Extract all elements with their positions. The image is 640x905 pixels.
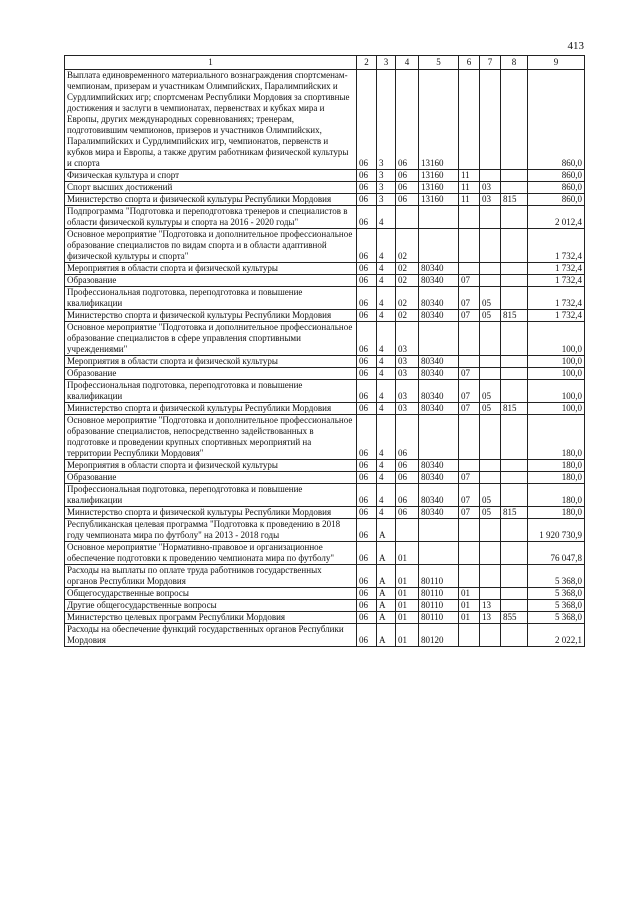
code-cell-3: 4 bbox=[377, 356, 396, 368]
item-name-cell: Образование bbox=[65, 275, 357, 287]
table-row bbox=[65, 624, 585, 647]
code-cell-8 bbox=[501, 287, 528, 310]
code-cell-7 bbox=[480, 263, 501, 275]
table-row bbox=[65, 460, 585, 472]
amount-cell: 1 732,4 bbox=[528, 263, 585, 275]
column-header: 1 bbox=[65, 56, 357, 70]
code-cell-2: 06 bbox=[357, 182, 377, 194]
code-cell-6: 07 bbox=[459, 507, 480, 519]
code-cell-8 bbox=[501, 600, 528, 612]
code-cell-7: 05 bbox=[480, 484, 501, 507]
code-cell-5: 80110 bbox=[419, 588, 459, 600]
code-cell-8 bbox=[501, 519, 528, 542]
code-cell-3: 3 bbox=[377, 170, 396, 182]
amount-cell: 860,0 bbox=[528, 170, 585, 182]
column-header: 5 bbox=[419, 56, 459, 70]
amount-cell: 100,0 bbox=[528, 380, 585, 403]
amount-cell: 1 732,4 bbox=[528, 229, 585, 263]
budget-table bbox=[64, 55, 585, 647]
code-cell-5: 80340 bbox=[419, 484, 459, 507]
code-cell-4: 03 bbox=[396, 356, 419, 368]
code-cell-8: 815 bbox=[501, 194, 528, 206]
table-row bbox=[65, 170, 585, 182]
code-cell-7 bbox=[480, 415, 501, 460]
code-cell-4 bbox=[396, 519, 419, 542]
code-cell-5: 80340 bbox=[419, 356, 459, 368]
code-cell-4: 02 bbox=[396, 229, 419, 263]
code-cell-7 bbox=[480, 460, 501, 472]
code-cell-8: 855 bbox=[501, 612, 528, 624]
amount-cell: 180,0 bbox=[528, 484, 585, 507]
page-number: 413 bbox=[567, 40, 584, 52]
code-cell-8 bbox=[501, 624, 528, 647]
code-cell-2: 06 bbox=[357, 275, 377, 287]
code-cell-6: 07 bbox=[459, 472, 480, 484]
item-name-cell: Расходы на обеспечение функций государственных органов Республики Мордовия bbox=[65, 624, 357, 647]
code-cell-4: 02 bbox=[396, 287, 419, 310]
code-cell-4: 06 bbox=[396, 70, 419, 170]
item-name-cell: Физическая культура и спорт bbox=[65, 170, 357, 182]
code-cell-2: 06 bbox=[357, 588, 377, 600]
column-header: 7 bbox=[480, 56, 501, 70]
item-name-cell: Профессиональная подготовка, переподготовка и повышение квалификации bbox=[65, 287, 357, 310]
code-cell-3: 4 bbox=[377, 484, 396, 507]
item-name-cell: Профессиональная подготовка, переподготовка и повышение квалификации bbox=[65, 484, 357, 507]
code-cell-7 bbox=[480, 275, 501, 287]
code-cell-6: 07 bbox=[459, 368, 480, 380]
code-cell-6: 01 bbox=[459, 600, 480, 612]
code-cell-5: 80340 bbox=[419, 310, 459, 322]
code-cell-5 bbox=[419, 415, 459, 460]
code-cell-7: 05 bbox=[480, 403, 501, 415]
item-name-cell: Министерство спорта и физической культуры Республики Мордовия bbox=[65, 310, 357, 322]
amount-cell: 860,0 bbox=[528, 182, 585, 194]
code-cell-3: А bbox=[377, 588, 396, 600]
code-cell-3: 4 bbox=[377, 229, 396, 263]
amount-cell: 100,0 bbox=[528, 368, 585, 380]
code-cell-4: 02 bbox=[396, 310, 419, 322]
amount-cell: 180,0 bbox=[528, 460, 585, 472]
code-cell-5: 80340 bbox=[419, 403, 459, 415]
code-cell-4: 06 bbox=[396, 472, 419, 484]
item-name-cell: Министерство спорта и физической культуры Республики Мордовия bbox=[65, 507, 357, 519]
table-row bbox=[65, 70, 585, 170]
table-row bbox=[65, 322, 585, 356]
column-header: 2 bbox=[357, 56, 377, 70]
code-cell-8 bbox=[501, 542, 528, 565]
code-cell-6 bbox=[459, 565, 480, 588]
code-cell-3: 4 bbox=[377, 403, 396, 415]
code-cell-3: 4 bbox=[377, 460, 396, 472]
code-cell-5: 80340 bbox=[419, 380, 459, 403]
table-body bbox=[65, 70, 585, 647]
code-cell-3: А bbox=[377, 600, 396, 612]
code-cell-6: 11 bbox=[459, 194, 480, 206]
code-cell-7: 05 bbox=[480, 310, 501, 322]
amount-cell: 2 022,1 bbox=[528, 624, 585, 647]
code-cell-8 bbox=[501, 170, 528, 182]
code-cell-2: 06 bbox=[357, 322, 377, 356]
code-cell-5: 13160 bbox=[419, 70, 459, 170]
code-cell-5 bbox=[419, 542, 459, 565]
code-cell-7: 13 bbox=[480, 612, 501, 624]
table-row bbox=[65, 415, 585, 460]
item-name-cell: Министерство спорта и физической культуры Республики Мордовия bbox=[65, 194, 357, 206]
code-cell-4: 06 bbox=[396, 194, 419, 206]
amount-cell: 5 368,0 bbox=[528, 565, 585, 588]
code-cell-5: 80340 bbox=[419, 275, 459, 287]
table-row bbox=[65, 588, 585, 600]
code-cell-5: 80120 bbox=[419, 624, 459, 647]
code-cell-5 bbox=[419, 322, 459, 356]
code-cell-3: 4 bbox=[377, 415, 396, 460]
amount-cell: 860,0 bbox=[528, 70, 585, 170]
code-cell-7: 03 bbox=[480, 182, 501, 194]
table-row bbox=[65, 472, 585, 484]
code-cell-5: 80340 bbox=[419, 263, 459, 275]
code-cell-2: 06 bbox=[357, 542, 377, 565]
code-cell-8 bbox=[501, 206, 528, 229]
code-cell-4: 01 bbox=[396, 612, 419, 624]
code-cell-7 bbox=[480, 206, 501, 229]
code-cell-2: 06 bbox=[357, 287, 377, 310]
item-name-cell: Другие общегосударственные вопросы bbox=[65, 600, 357, 612]
item-name-cell: Спорт высших достижений bbox=[65, 182, 357, 194]
code-cell-8 bbox=[501, 70, 528, 170]
code-cell-8 bbox=[501, 472, 528, 484]
amount-cell: 100,0 bbox=[528, 356, 585, 368]
code-cell-7 bbox=[480, 624, 501, 647]
code-cell-2: 06 bbox=[357, 460, 377, 472]
code-cell-6: 01 bbox=[459, 612, 480, 624]
code-cell-6: 07 bbox=[459, 484, 480, 507]
table-row bbox=[65, 519, 585, 542]
code-cell-2: 06 bbox=[357, 263, 377, 275]
table-row bbox=[65, 542, 585, 565]
code-cell-6: 07 bbox=[459, 287, 480, 310]
code-cell-5: 80340 bbox=[419, 368, 459, 380]
code-cell-7: 05 bbox=[480, 507, 501, 519]
code-cell-4: 06 bbox=[396, 507, 419, 519]
code-cell-7 bbox=[480, 356, 501, 368]
code-cell-3: 3 bbox=[377, 182, 396, 194]
code-cell-4: 06 bbox=[396, 484, 419, 507]
amount-cell: 1 732,4 bbox=[528, 287, 585, 310]
code-cell-7: 13 bbox=[480, 600, 501, 612]
amount-cell: 1 732,4 bbox=[528, 310, 585, 322]
table-row bbox=[65, 507, 585, 519]
code-cell-2: 06 bbox=[357, 229, 377, 263]
code-cell-7: 05 bbox=[480, 287, 501, 310]
code-cell-2: 06 bbox=[357, 368, 377, 380]
code-cell-4: 03 bbox=[396, 403, 419, 415]
code-cell-5: 13160 bbox=[419, 194, 459, 206]
code-cell-3: 4 bbox=[377, 263, 396, 275]
table-row bbox=[65, 565, 585, 588]
code-cell-4: 02 bbox=[396, 263, 419, 275]
amount-cell: 5 368,0 bbox=[528, 600, 585, 612]
item-name-cell: Образование bbox=[65, 472, 357, 484]
code-cell-6: 11 bbox=[459, 182, 480, 194]
table-row bbox=[65, 403, 585, 415]
code-cell-6 bbox=[459, 460, 480, 472]
code-cell-3: А bbox=[377, 612, 396, 624]
code-cell-7 bbox=[480, 542, 501, 565]
amount-cell: 860,0 bbox=[528, 194, 585, 206]
code-cell-5 bbox=[419, 519, 459, 542]
code-cell-5: 80110 bbox=[419, 612, 459, 624]
amount-cell: 100,0 bbox=[528, 322, 585, 356]
amount-cell: 2 012,4 bbox=[528, 206, 585, 229]
code-cell-8 bbox=[501, 380, 528, 403]
item-name-cell: Выплата единовременного материального вознаграждения спортсменам-чемпионам, призерам и участникам Олимпийских, Паралимпийских и Сурдлимпийских игр; спортсменам Республики Мордовия за спортивные достижения и заслуги в чемпионатах, первенствах и кубках мира и Европы, других международных соревнованиях; тренерам, подготовившим чемпионов, призеров и участников Олимпийских, Паралимпийских и Сурдлимпийских игр, чемпионатов, первенств и кубков мира и Европы, а также другим работникам физической культуры и спорта bbox=[65, 70, 357, 170]
code-cell-4: 01 bbox=[396, 542, 419, 565]
code-cell-3: 4 bbox=[377, 322, 396, 356]
table-row bbox=[65, 275, 585, 287]
code-cell-8 bbox=[501, 415, 528, 460]
code-cell-3: 4 bbox=[377, 368, 396, 380]
code-cell-2: 06 bbox=[357, 310, 377, 322]
code-cell-3: 4 bbox=[377, 275, 396, 287]
table-row bbox=[65, 229, 585, 263]
code-cell-7 bbox=[480, 70, 501, 170]
code-cell-6 bbox=[459, 624, 480, 647]
code-cell-6 bbox=[459, 206, 480, 229]
code-cell-8 bbox=[501, 322, 528, 356]
item-name-cell: Подпрограмма "Подготовка и переподготовка тренеров и специалистов в области физической культуры и спорта на 2016 - 2020 годы" bbox=[65, 206, 357, 229]
item-name-cell: Основное мероприятие "Подготовка и дополнительное профессиональное образование специалистов по видам спорта и в области адаптивной физической культуры и спорта" bbox=[65, 229, 357, 263]
code-cell-2: 06 bbox=[357, 565, 377, 588]
code-cell-6: 07 bbox=[459, 310, 480, 322]
code-cell-6: 07 bbox=[459, 275, 480, 287]
amount-cell: 100,0 bbox=[528, 403, 585, 415]
amount-cell: 5 368,0 bbox=[528, 612, 585, 624]
code-cell-8: 815 bbox=[501, 403, 528, 415]
code-cell-3: 3 bbox=[377, 70, 396, 170]
amount-cell: 76 047,8 bbox=[528, 542, 585, 565]
amount-cell: 1 920 730,9 bbox=[528, 519, 585, 542]
code-cell-4: 01 bbox=[396, 600, 419, 612]
code-cell-3: 4 bbox=[377, 287, 396, 310]
table-row bbox=[65, 356, 585, 368]
code-cell-8 bbox=[501, 588, 528, 600]
code-cell-3: А bbox=[377, 624, 396, 647]
code-cell-5: 80110 bbox=[419, 600, 459, 612]
code-cell-8 bbox=[501, 484, 528, 507]
code-cell-6 bbox=[459, 356, 480, 368]
code-cell-4: 02 bbox=[396, 275, 419, 287]
code-cell-2: 06 bbox=[357, 356, 377, 368]
code-cell-2: 06 bbox=[357, 170, 377, 182]
code-cell-5 bbox=[419, 206, 459, 229]
code-cell-7: 03 bbox=[480, 194, 501, 206]
amount-cell: 5 368,0 bbox=[528, 588, 585, 600]
code-cell-8 bbox=[501, 368, 528, 380]
item-name-cell: Профессиональная подготовка, переподготовка и повышение квалификации bbox=[65, 380, 357, 403]
code-cell-4 bbox=[396, 206, 419, 229]
column-header: 8 bbox=[501, 56, 528, 70]
code-cell-4: 06 bbox=[396, 182, 419, 194]
code-cell-4: 03 bbox=[396, 322, 419, 356]
table-row bbox=[65, 600, 585, 612]
code-cell-6 bbox=[459, 322, 480, 356]
item-name-cell: Образование bbox=[65, 368, 357, 380]
code-cell-2: 06 bbox=[357, 519, 377, 542]
column-header: 4 bbox=[396, 56, 419, 70]
code-cell-8 bbox=[501, 356, 528, 368]
code-cell-6: 01 bbox=[459, 588, 480, 600]
code-cell-7 bbox=[480, 565, 501, 588]
code-cell-2: 06 bbox=[357, 70, 377, 170]
code-cell-4: 03 bbox=[396, 380, 419, 403]
table-row bbox=[65, 484, 585, 507]
code-cell-7 bbox=[480, 322, 501, 356]
amount-cell: 180,0 bbox=[528, 472, 585, 484]
column-header: 3 bbox=[377, 56, 396, 70]
item-name-cell: Общегосударственные вопросы bbox=[65, 588, 357, 600]
table-row bbox=[65, 380, 585, 403]
code-cell-3: А bbox=[377, 565, 396, 588]
code-cell-4: 01 bbox=[396, 565, 419, 588]
item-name-cell: Расходы на выплаты по оплате труда работников государственных органов Республики Мордовия bbox=[65, 565, 357, 588]
code-cell-6: 07 bbox=[459, 403, 480, 415]
code-cell-3: 4 bbox=[377, 206, 396, 229]
code-cell-8 bbox=[501, 182, 528, 194]
code-cell-6 bbox=[459, 519, 480, 542]
table-row bbox=[65, 194, 585, 206]
item-name-cell: Мероприятия в области спорта и физической культуры bbox=[65, 356, 357, 368]
code-cell-2: 06 bbox=[357, 415, 377, 460]
item-name-cell: Мероприятия в области спорта и физической культуры bbox=[65, 460, 357, 472]
code-cell-3: А bbox=[377, 519, 396, 542]
code-cell-2: 06 bbox=[357, 612, 377, 624]
code-cell-6: 11 bbox=[459, 170, 480, 182]
table-row bbox=[65, 206, 585, 229]
code-cell-4: 06 bbox=[396, 460, 419, 472]
item-name-cell: Основное мероприятие "Нормативно-правовое и организационное обеспечение подготовки к проведению чемпионата мира по футболу" bbox=[65, 542, 357, 565]
code-cell-3: 4 bbox=[377, 310, 396, 322]
code-cell-2: 06 bbox=[357, 600, 377, 612]
code-cell-7 bbox=[480, 170, 501, 182]
code-cell-5: 80340 bbox=[419, 287, 459, 310]
table-row bbox=[65, 263, 585, 275]
code-cell-4: 06 bbox=[396, 415, 419, 460]
table-row bbox=[65, 368, 585, 380]
item-name-cell: Основное мероприятие "Подготовка и дополнительное профессиональное образование специалистов, непосредственно задействованных в подготовке и проведении крупных спортивных мероприятий на территории Республики Мордовия" bbox=[65, 415, 357, 460]
code-cell-3: 3 bbox=[377, 194, 396, 206]
code-cell-7 bbox=[480, 229, 501, 263]
code-cell-2: 06 bbox=[357, 624, 377, 647]
code-cell-8 bbox=[501, 565, 528, 588]
code-cell-7 bbox=[480, 368, 501, 380]
code-cell-2: 06 bbox=[357, 507, 377, 519]
code-cell-4: 03 bbox=[396, 368, 419, 380]
code-cell-6 bbox=[459, 70, 480, 170]
code-cell-3: 4 bbox=[377, 472, 396, 484]
code-cell-8: 815 bbox=[501, 507, 528, 519]
code-cell-5: 80340 bbox=[419, 507, 459, 519]
amount-cell: 180,0 bbox=[528, 415, 585, 460]
code-cell-5 bbox=[419, 229, 459, 263]
code-cell-7 bbox=[480, 519, 501, 542]
item-name-cell: Республиканская целевая программа "Подготовка к проведению в 2018 году чемпионата мира по футболу" на 2013 - 2018 годы bbox=[65, 519, 357, 542]
code-cell-3: А bbox=[377, 542, 396, 565]
code-cell-3: 4 bbox=[377, 380, 396, 403]
code-cell-3: 4 bbox=[377, 507, 396, 519]
item-name-cell: Основное мероприятие "Подготовка и дополнительное профессиональное образование специалистов в сфере управления спортивными учреждениями" bbox=[65, 322, 357, 356]
code-cell-2: 06 bbox=[357, 194, 377, 206]
code-cell-6 bbox=[459, 263, 480, 275]
code-cell-8 bbox=[501, 460, 528, 472]
code-cell-6 bbox=[459, 542, 480, 565]
code-cell-4: 06 bbox=[396, 170, 419, 182]
table-row bbox=[65, 287, 585, 310]
table-row bbox=[65, 182, 585, 194]
code-cell-6: 07 bbox=[459, 380, 480, 403]
table-header-row bbox=[65, 56, 585, 70]
code-cell-8: 815 bbox=[501, 310, 528, 322]
item-name-cell: Мероприятия в области спорта и физической культуры bbox=[65, 263, 357, 275]
column-header: 6 bbox=[459, 56, 480, 70]
amount-cell: 180,0 bbox=[528, 507, 585, 519]
column-header: 9 bbox=[528, 56, 585, 70]
code-cell-5: 80110 bbox=[419, 565, 459, 588]
amount-cell: 1 732,4 bbox=[528, 275, 585, 287]
code-cell-7 bbox=[480, 588, 501, 600]
item-name-cell: Министерство спорта и физической культуры Республики Мордовия bbox=[65, 403, 357, 415]
code-cell-2: 06 bbox=[357, 206, 377, 229]
code-cell-5: 80340 bbox=[419, 460, 459, 472]
code-cell-5: 13160 bbox=[419, 170, 459, 182]
code-cell-2: 06 bbox=[357, 380, 377, 403]
code-cell-6 bbox=[459, 229, 480, 263]
item-name-cell: Министерство целевых программ Республики Мордовия bbox=[65, 612, 357, 624]
code-cell-8 bbox=[501, 229, 528, 263]
code-cell-2: 06 bbox=[357, 472, 377, 484]
table-row bbox=[65, 612, 585, 624]
code-cell-4: 01 bbox=[396, 624, 419, 647]
code-cell-8 bbox=[501, 275, 528, 287]
code-cell-5: 13160 bbox=[419, 182, 459, 194]
code-cell-5: 80340 bbox=[419, 472, 459, 484]
code-cell-7: 05 bbox=[480, 380, 501, 403]
code-cell-8 bbox=[501, 263, 528, 275]
code-cell-4: 01 bbox=[396, 588, 419, 600]
code-cell-6 bbox=[459, 415, 480, 460]
code-cell-2: 06 bbox=[357, 484, 377, 507]
code-cell-7 bbox=[480, 472, 501, 484]
code-cell-2: 06 bbox=[357, 403, 377, 415]
table-row bbox=[65, 310, 585, 322]
